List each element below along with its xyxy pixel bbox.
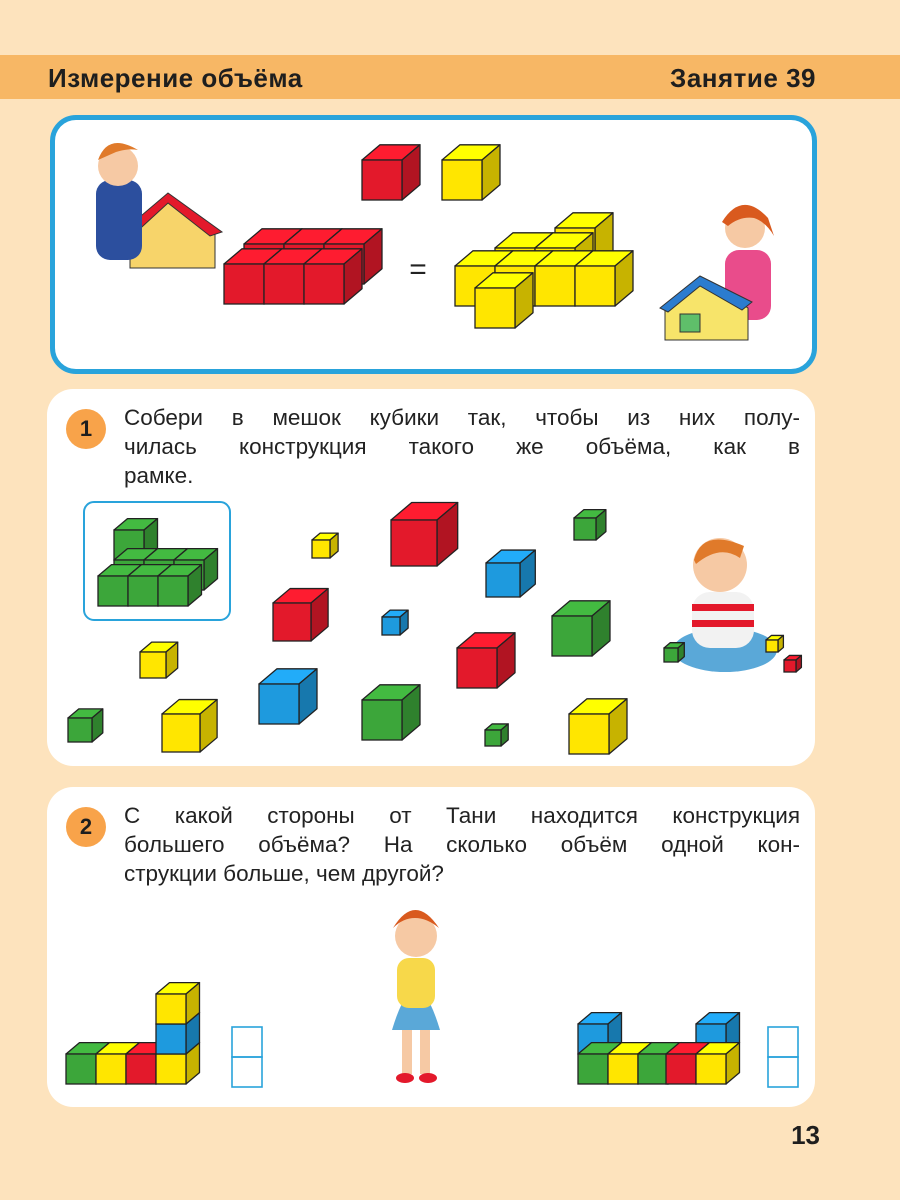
task-1-line-1: Собери в мешок кубики так, чтобы из них полу-	[124, 405, 800, 430]
answer-box-right-bottom	[768, 1057, 798, 1087]
cube	[156, 983, 200, 1024]
page-title: Измерение объёма	[48, 63, 303, 93]
task-2-number: 2	[66, 807, 106, 847]
right-construction	[578, 1013, 740, 1084]
task-1-number: 1	[66, 409, 106, 449]
girl-shoe	[396, 1073, 414, 1083]
girl-tanya-illustration	[392, 910, 440, 1083]
lesson-number: Занятие 39	[670, 63, 816, 93]
girl-leg	[420, 1028, 430, 1074]
task-2-line-2: большего объёма? На сколько объём одной кон-	[124, 832, 800, 857]
answer-box-left-top	[232, 1027, 262, 1057]
task-1-line-2: чилась конструкция такого же объёма, как в	[124, 434, 800, 459]
answer-box-right-top	[768, 1027, 798, 1057]
cube	[696, 1043, 740, 1084]
girl-leg	[402, 1028, 412, 1074]
task-1-line-3: рамке.	[124, 463, 194, 488]
girl-top	[397, 958, 435, 1008]
task-2-line-3: струкции больше, чем другой?	[124, 861, 444, 886]
left-construction	[66, 983, 200, 1084]
answer-box-left-bottom	[232, 1057, 262, 1087]
girl-shoe	[419, 1073, 437, 1083]
equals-sign: =	[409, 253, 427, 286]
page-number: 13	[791, 1120, 820, 1150]
task-2-line-1: С какой стороны от Тани находится конструкция	[124, 803, 800, 828]
